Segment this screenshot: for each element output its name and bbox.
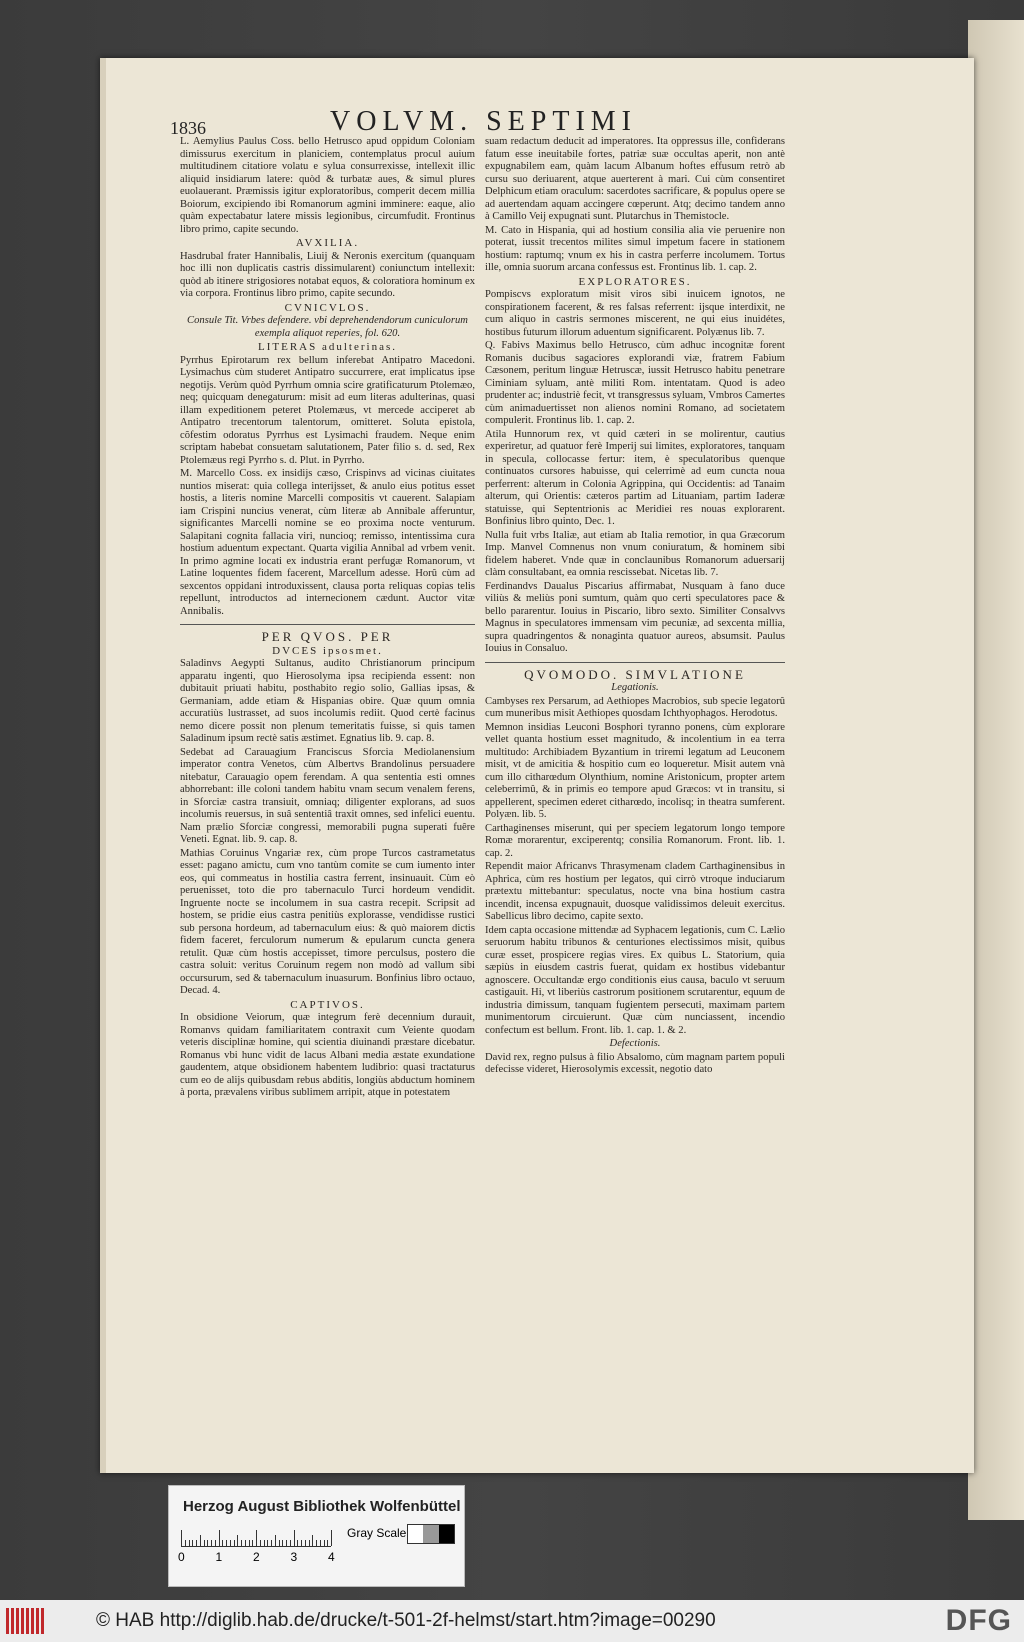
ruler-tick (264, 1540, 265, 1546)
running-title: VOLVM. SEPTIMI (330, 106, 637, 137)
paragraph: Mathias Coruinus Vngariæ rex, cùm prope Turcos castrametatus esset: pagano amictu, cum vno tantùm comite se cum iumento inter eos, qui commeatus in hostilia castra ferrent, insinuauit. Cùm eò peruenisset, toto die pro tabernaculo Turci hordeum vendidit. Ingruente nocte se incolumem in sua castra recepit. Scripsit ad hostem, se pridie eius castra penitiùs explorasse, vendidisse rustici sub persona hordeum, ad tabernaculum eius: & quò maiorem dictis fidem faceret, ferculorum numerum & epularum cuncta genera retulit. Quæ cùm hostis accepisset, timore perculsus, postero die castra soluit: veritus Coruinum regem non modò ad vallum sibi occursurum, sed & tabernaculum inuasurum. Bonfinius libro octauo, Decad. 4. (180, 847, 475, 996)
paragraph: Cambyses rex Persarum, ad Aethiopes Macrobios, sub specie legatorû cum muneribus misit Aethiopes quosdam Ichthyophagos. Herodotus. (485, 695, 785, 719)
ruler-tick (316, 1540, 317, 1546)
ruler-number: 4 (328, 1550, 335, 1564)
paragraph: M. Marcello Coss. ex insidijs cæso, Crispinvs ad vicinas ciuitates nuntios miserat: quia collega interijsset, & anulo eius potitus esset hostis, a literis nomine Marcelli compositis vt cauerent. Salapiam iam Crispini nuncius venerat, cùm literæ ab Annibale afferuntur, significantes Marcelli nomine se eo proxima nocte venturum. Salapitani cognita fallacia viri, nuncioq; remisso, intentissima cura hostium aduentum expectant. Quarta vigilia Annibal ad vrbem venit. In primo agmine locati ex industria erant perfugæ Romanorum, vt Latine loquentes fidem facerent, Marcellum adesse. Horû cùm ad sexcentos oppidani introduxissent, clausa porta reliquas copias telis repellunt, introductos ad internecionem cædunt. Auctor vitæ Annibalis. (180, 468, 475, 617)
page-number: 1836 (170, 118, 206, 138)
gray-swatch-black (439, 1525, 454, 1543)
ruler-tick (204, 1540, 205, 1546)
ruler-tick (297, 1540, 298, 1546)
ruler-tick (200, 1535, 201, 1546)
ruler-tick (271, 1540, 272, 1546)
ruler-tick (252, 1540, 253, 1546)
footer-bar (0, 1600, 1024, 1642)
ruler-tick (331, 1530, 332, 1546)
paragraph: M. Cato in Hispania, qui ad hostium consilia alia vie peruenire non poterat, iussit trecentos milites simul impetum facere in stationem hostium: raptumq; vnum ex his in castra perferre incolumem. Tortus ille, omnia suorum arcana confessus est. Frontinus lib. 1. cap. 2. (485, 224, 785, 273)
ruler-tick (320, 1540, 321, 1546)
ruler-number: 2 (253, 1550, 260, 1564)
ruler-tick (267, 1540, 268, 1546)
subheading: Legationis. (611, 682, 659, 693)
dfg-logo: DFG (945, 1604, 1012, 1637)
major-heading: QVOMODO. SIMVLATIONE (524, 666, 746, 682)
paragraph: Pyrrhus Epirotarum rex bellum inferebat Antipatro Macedoni. Lysimachus cùm studeret Antipatro succurrere, erat implicatus ipse negotijs. Verùm quòd Pyrrhum omnia scire gratificaturum Ptolemæo, neq; quicquam denegaturum: misit ad eum literas adulterinas, quasi illam expeditionem peteret Ptolemæus, vt mercede acciperet ab Antipatro trecentorum talentorum, omitteret. Soluta epistola, cõfestim odoratus Pyrrhus est Lysimachi fraudem. Neque enim scriptam habebat consuetam salutationem, Pater filio s. d. sed, Rex Ptolemæus regi Pyrrho s. d. Plut. in Pyrrho. (180, 354, 475, 466)
page-header (170, 106, 790, 140)
ruler-tick (230, 1540, 231, 1546)
ruler-tick (279, 1540, 280, 1546)
paragraph: Pompiscvs exploratum misit viros sibi inuicem ignotos, ne conspirationem facerent, & res falsas referrent: ijsque interdixit, ne cum aliquo in castris sermones miscerent, ne qui eius inuidétes, hostibus futurum illorum aduentum significarent. Polyænus lib. 7. (485, 289, 785, 338)
facing-page-edge (968, 20, 1024, 1520)
paragraph: David rex, regno pulsus à filio Absalomo, cùm magnam partem populi defecisse videret, Hierosolymis excessit, negotio dato (485, 1051, 785, 1075)
ruler-tick (290, 1540, 291, 1546)
section-rule (180, 624, 475, 625)
ruler-tick (260, 1540, 261, 1546)
paragraph: L. Aemylius Paulus Coss. bello Hetrusco apud oppidum Coloniam dimissurus exercitum in planiciem, contemplatus procul auium multitudinem citatiore volatu e sylua consurrexisse, intellexit illic aliquid insidiarum latere: quòd & turbatæ aues, & simul plures euolauerant. Præmissis igitur exploratoribus, comperit decem millia Boiorum, excipiendo ibi Romanorum agmini imminere: eaque, alio quàm expectabatur latere missis legionibus, circumfudit. Frontinus libro primo, capite secundo. (180, 136, 475, 235)
gray-swatch-white (408, 1525, 423, 1543)
ruler-tick (215, 1540, 216, 1546)
ruler-tick (222, 1540, 223, 1546)
ruler-tick (237, 1535, 238, 1546)
section-rule (485, 662, 785, 663)
ruler-tick (301, 1540, 302, 1546)
ruler-number: 3 (290, 1550, 298, 1564)
paragraph: Ferdinandvs Daualus Piscarius affirmabat, Nusquam à fano duce viliùs & meliùs poni sumtum, quàm quo certi speculatores pace & bello pararentur. Iouius in Piscario, libro sexto. Similiter Consalvvs Magnus in speculatores immensam vim pecuniæ, ad sexcenta millia, supra quadringentos & nonaginta quatuor aureos, absumsit. Paulus Iouius in Consaluo. (485, 580, 785, 654)
ruler-tick (294, 1530, 295, 1546)
library-name: Herzog August Bibliothek Wolfenbüttel (183, 1498, 461, 1515)
grayscale-swatch (407, 1524, 455, 1544)
paragraph: Memnon insidias Leuconi Bosphori tyranno ponens, cùm explorare vellet quanta hostium esset magnitudo, & incolentium in ea terra multitudo: Archibiadem Byzantium in triremi legatum ad Leuconem misit, vt de amicitia & hospitio cum eo loqueretur. Misit autem vnà cum illo citharœdum Olynthium, nomine Aristonicum, propter artem celeberrimû, & in primis eo tempore apud Græcos: vt in transitu, si appellerent, specimen ederet citharœdo, incolisq; in theatra sumferent. Polyæn. lib. 5. (485, 721, 785, 820)
paragraph: Saladinvs Aegypti Sultanus, audito Christianorum principum apparatu ingenti, quo Hierosolyma ipsa recipienda essent: non dubitauit priuati habitu, posthabito regio solio, Gallias ipsas, & Germaniam, adde etiam & Hispanias obire. Quæ quum omnia accuratiùs lustrasset, ad suos incolumis rediit. Quod certè facinus nemo dicere possit non plenum temeritatis fuisse, si quis tamen Saladinum ipsum rectè satis æstimet. Egnatius lib. 9. cap. 8. (180, 658, 475, 744)
ruler-tick (241, 1540, 242, 1546)
ruler-number: 1 (215, 1550, 223, 1564)
ruler-tick (189, 1540, 190, 1546)
paragraph: Idem capta occasione mittendæ ad Syphacem legationis, cum C. Lælio seruorum habitu tribunos & centuriones electissimos misit, quibus curæ esset, prospicere regias vires. Ex quibus L. Statorium, quia sæpiùs in eiusdem castris fuerat, quidam ex hostibus videbantur agnoscere. Occultandæ ergo conditionis eius causa, baculo vt seruum castigauit. Hi, vt liberiùs castrorum positionem scrutarentur, equum de industria dimissum, tanquam fugientem persecuti, maximam partem munimentorum circuierunt. Quæ cùm nunciassent, incendio confectum est bellum. Front. lib. 1. cap. 1. & 2. (485, 924, 785, 1036)
left-text-column (180, 136, 475, 1101)
paragraph: Hasdrubal frater Hannibalis, Liuij & Neronis exercitum (quanquam hoc illi non duplicatis castris dissimularent) coniunctum intellexit: quòd ab itinere strigosiores notabat equos, & coloratiora hominum ex via corpora. Frontinus libro primo, capite secundo. (180, 250, 475, 299)
paragraph: Carthaginenses miserunt, qui per speciem legatorum longo tempore Romæ morarentur, exciperentq; consilia Romanorum. Front. lib. 1. cap. 2. (485, 822, 785, 859)
ruler-tick (219, 1530, 220, 1546)
ruler-tick (309, 1540, 310, 1546)
ruler-tick (181, 1530, 182, 1546)
gray-swatch-mid (423, 1525, 438, 1543)
major-heading: PER QVOS. PER (261, 629, 394, 644)
paragraph: Q. Fabivs Maximus bello Hetrusco, cùm adhuc incognitæ forent Romanis ducibus sagaciores explorandi viæ, fratrem Fabium Cæsonem, peritum linguæ Hetruscæ, iussit Hetrusco habitu penetrare Ciminiam syluam, antè militi Rom. intentatam. Quod is adeo prudenter ac; industriè fecit, vt transgressus syluam, Vmbros Camertes cùm animaduertisset non alienos nomini Romano, ad societatem compulerit. Frontinus lib. 1. cap. 2. (485, 340, 785, 426)
ruler-tick (207, 1540, 208, 1546)
section-heading: DVCES ipsosmet. (272, 644, 383, 657)
ruler-tick (286, 1540, 287, 1546)
paragraph: In obsidione Veiorum, quæ integrum ferè decennium durauit, Romanvs quidam familiaritatem contraxit cum Veiente quodam veteris disciplinæ homine, qui scientia diuinandi præstare dicebatur. Romanus vbi hunc vidit de lacus Albani media æstate exundatione gaudentem, atque obsidionem habentem ludibrio: quasi tractaturus cum eo de alijs quibusdam rebus abditis, longiùs abductum hominem à porta, prævalens viribus sublimem arripit, atque in potestatem (180, 1012, 475, 1098)
ruler-tick (249, 1540, 250, 1546)
ruler-tick (196, 1540, 197, 1546)
ruler-tick (305, 1540, 306, 1546)
hab-barcode-icon (6, 1608, 46, 1634)
ruler-tick (327, 1540, 328, 1546)
ruler-tick (282, 1540, 283, 1546)
paragraph: Sedebat ad Carauagium Franciscus Sforcia Mediolanensium imperator contra Venetos, cùm Albertvs Brandolinus persuadere nitebatur, Carauagio opem ferendam. A qua sententia esti omnes abhorrebant: ille coloni tandem habitu vnam secum venalem ferens, in Sforciæ castra transiuit, omniaq; diligenter explorans, ad suos incolumis reuersus, in suâ sententiâ traxit omnes, sed infelici euentu. Nam prælio Sforciæ congressi, memorabili pugna superati fuêre Veneti. Egnat. lib. 9. cap. 8. (180, 746, 475, 845)
right-text-column (485, 136, 785, 1078)
ruler-tick (226, 1540, 227, 1546)
grayscale-label: Gray Scale (347, 1526, 407, 1540)
ruler-tick (256, 1530, 257, 1546)
ruler-tick (275, 1535, 276, 1546)
paragraph: Nulla fuit vrbs Italiæ, aut etiam ab Italia remotior, in qua Græcorum Imp. Manvel Comnenus non vnum coniuratum, & hominem sibi fidelem haberet. Vnde quæ in conclaunibus Romanorum aduersarij clàm consultabant, ea omnia rescissebat. Nicetas lib. 7. (485, 529, 785, 578)
ruler-tick (185, 1540, 186, 1546)
ruler-number: 0 (178, 1550, 185, 1564)
ruler-tick (245, 1540, 246, 1546)
ruler-tick (192, 1540, 193, 1546)
paragraph: suam redactum deducit ad imperatores. Ita oppressus ille, confiderans fatum esse ineuitabile fortes, patriæ suæ occultas aperit, non antè expugnabilem eam, quàm lacum Albanum hoftes effusum retrò ab cursu suo deriuarent, atque auerterent à mari. Cui cùm consentiret Delphicum etiam oraculum: sacerdotes sacrificare, & populus opere se ad auertendam aquam accingere cœperunt. Atq; decimo tandem anno à Camillo Veij expugnati sunt. Plutarchus in Themistocle. (485, 136, 785, 222)
scale-ruler (181, 1528, 331, 1547)
ruler-tick (211, 1540, 212, 1546)
ruler-tick (234, 1540, 235, 1546)
ruler-tick (324, 1540, 325, 1546)
copyright-url[interactable]: © HAB http://diglib.hab.de/drucke/t-501-2f-helmst/start.htm?image=00290 (96, 1610, 716, 1631)
section-heading: CAPTIVOS. (290, 998, 365, 1011)
section-heading: CVNICVLOS. (284, 301, 371, 314)
section-heading: EXPLORATORES. (578, 275, 692, 288)
subheading: Defectionis. (609, 1038, 661, 1049)
paragraph: Atila Hunnorum rex, vt quid cæteri in se molirentur, cautius experiretur, ad quatuor ferè Imperij sui limites, exploratores, tanquam in specula, collocasse fertur: item, è speculatoribus quenque continuatos cursores habuisse, qui celerrimè ad eum cuncta noua perferrent: alterum in Colonia Agrippina, qui Occidentis: ad Tanaim alterum, qui Orientis: cæteros partim ad Lituaniam, partim Iaderæ statuisse, qui Septentrionis ac Meridiei res nouas explorarent. Bonfinius libro quinto, Dec. 1. (485, 428, 785, 527)
cross-reference-note: Consule Tit. Vrbes defendere. vbi deprehendendorum cuniculorum exempla aliquot reperies, fol. 620. (187, 315, 468, 339)
ruler-tick (312, 1535, 313, 1546)
section-heading: LITERAS adulterinas. (258, 341, 397, 353)
paragraph: Rependit maior Africanvs Thrasymenam cladem Carthaginensibus in Aphrica, cùm res hostium per legatos, qui cirrò vtroque induciarum prætextu mittebantur: speculatus, nocte vna bina hostium castra incendit, incensa expugnauit, duosque validissimos deleuit exercitus. Sabellicus libro decimo, capite sexto. (485, 861, 785, 922)
library-color-card (168, 1485, 465, 1587)
section-heading: AVXILIA. (295, 237, 360, 249)
